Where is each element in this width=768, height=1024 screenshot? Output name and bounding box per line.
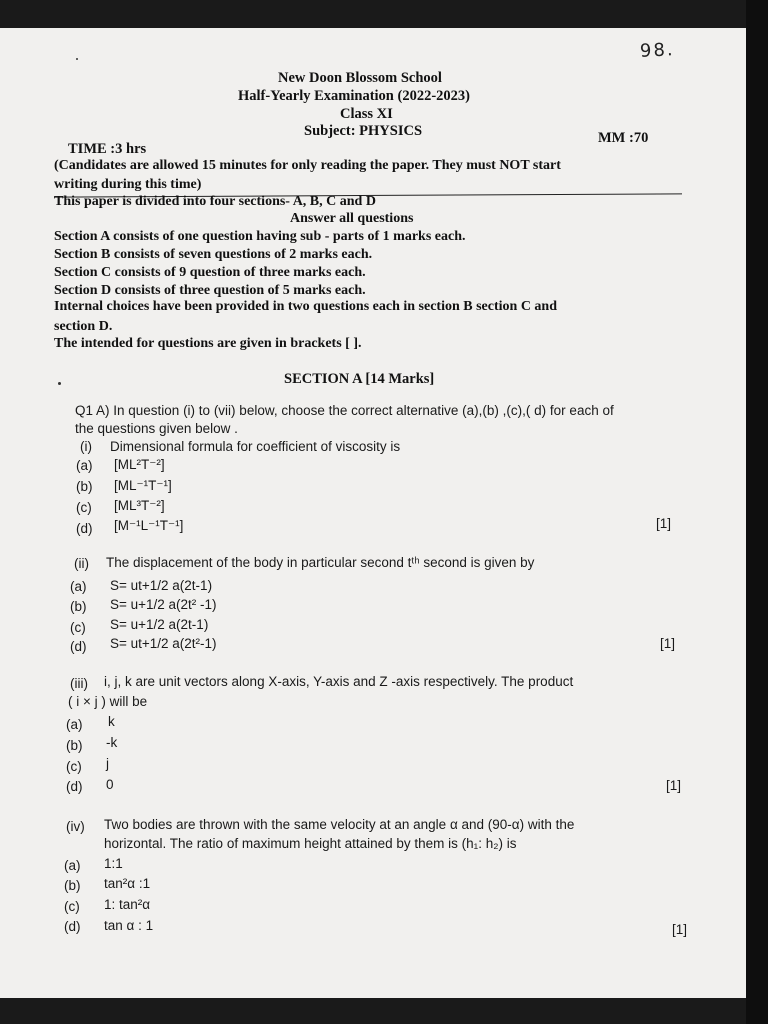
option-text: S= ut+1/2 a(2t-1) (110, 578, 213, 593)
question-text: Dimensional formula for coefficient of viscosity is (110, 439, 401, 454)
option-text: S= ut+1/2 a(2t²-1) (110, 636, 217, 651)
reading-instruction-line1: (Candidates are allowed 15 minutes for only reading the paper. They must NOT start (54, 158, 561, 173)
section-a-info: Section A consists of one question having sub - parts of 1 marks each. (54, 229, 466, 244)
sections-overview: This paper is divided into four sections- A, B, C and D (54, 194, 376, 209)
question-number: (iv) (66, 819, 85, 834)
option-text: 1: tan²α (104, 897, 151, 912)
option-label: (a) (70, 579, 87, 594)
section-b-info: Section B consists of seven questions of 2 marks each. (54, 247, 373, 262)
option-label: (b) (76, 479, 93, 494)
option-label: (a) (66, 717, 83, 732)
class-label: Class XI (340, 106, 393, 122)
option-label: (d) (66, 779, 83, 794)
option-label: (c) (76, 500, 92, 515)
page-edge-shadow (746, 0, 768, 1024)
option-label: (c) (70, 620, 86, 635)
question-text-cont: ( i × j ) will be (68, 694, 148, 709)
marks-bracket: [1] (666, 778, 682, 793)
option-label: (b) (64, 878, 81, 893)
option-text: -k (106, 735, 118, 750)
option-label: (d) (70, 639, 87, 654)
page-number: 98. (639, 39, 676, 62)
question-text: Two bodies are thrown with the same velocity at an angle α and (90-α) with the (104, 817, 575, 832)
reading-instruction-line2: writing during this time) (54, 177, 202, 192)
option-label: (b) (66, 738, 83, 753)
option-text: [ML²T⁻²] (114, 457, 165, 472)
internal-choice-line1: Internal choices have been provided in two questions each in section B section C and (54, 299, 557, 314)
option-text: 0 (106, 777, 114, 792)
option-text: 1:1 (104, 856, 123, 871)
option-label: (d) (64, 919, 81, 934)
option-text: tan²α :1 (104, 876, 151, 891)
q1-intro-line2: the questions given below . (75, 421, 238, 436)
question-number: (iii) (70, 676, 88, 691)
section-d-info: Section D consists of three question of 5 marks each. (54, 283, 366, 298)
marks-bracket: [1] (672, 922, 688, 937)
brackets-note: The intended for questions are given in brackets [ ]. (54, 336, 362, 351)
section-a-title: SECTION A [14 Marks] (284, 371, 435, 387)
answer-all-label: Answer all questions (290, 211, 414, 226)
max-marks-label: MM :70 (598, 130, 649, 146)
section-c-info: Section C consists of 9 question of three marks each. (54, 265, 366, 280)
scan-speck (58, 382, 61, 385)
exam-title: Half-Yearly Examination (2022-2023) (238, 88, 470, 104)
option-label: (b) (70, 599, 87, 614)
question-number: (i) (80, 439, 92, 454)
option-label: (c) (64, 899, 80, 914)
scan-speck (76, 58, 78, 60)
question-text: The displacement of the body in particular second tᵗʰ second is given by (106, 555, 535, 570)
school-name: New Doon Blossom School (278, 70, 442, 86)
option-label: (a) (64, 858, 81, 873)
option-text: [ML³T⁻²] (114, 498, 165, 513)
option-text: S= u+1/2 a(2t-1) (110, 617, 209, 632)
option-text: tan α : 1 (104, 918, 154, 933)
q1-intro-line1: Q1 A) In question (i) to (vii) below, choose the correct alternative (a),(b) ,(c),( d) for each of (75, 403, 614, 418)
option-text: k (108, 714, 115, 729)
marks-bracket: [1] (660, 636, 676, 651)
option-text: S= u+1/2 a(2t² -1) (110, 597, 217, 612)
time-label: TIME :3 hrs (68, 141, 147, 157)
option-label: (a) (76, 458, 93, 473)
option-text: [ML⁻¹T⁻¹] (114, 478, 172, 493)
option-label: (d) (76, 521, 93, 536)
option-label: (c) (66, 759, 82, 774)
marks-bracket: [1] (656, 516, 672, 531)
question-text: i, j, k are unit vectors along X-axis, Y-axis and Z -axis respectively. The product (104, 674, 574, 689)
option-text: [M⁻¹L⁻¹T⁻¹] (114, 518, 184, 533)
option-text: j (106, 756, 109, 771)
internal-choice-line2: section D. (54, 319, 113, 334)
question-text-cont: horizontal. The ratio of maximum height attained by them is (h₁: h₂) is (104, 836, 517, 851)
subject-label: Subject: PHYSICS (304, 123, 423, 139)
question-number: (ii) (74, 556, 89, 571)
